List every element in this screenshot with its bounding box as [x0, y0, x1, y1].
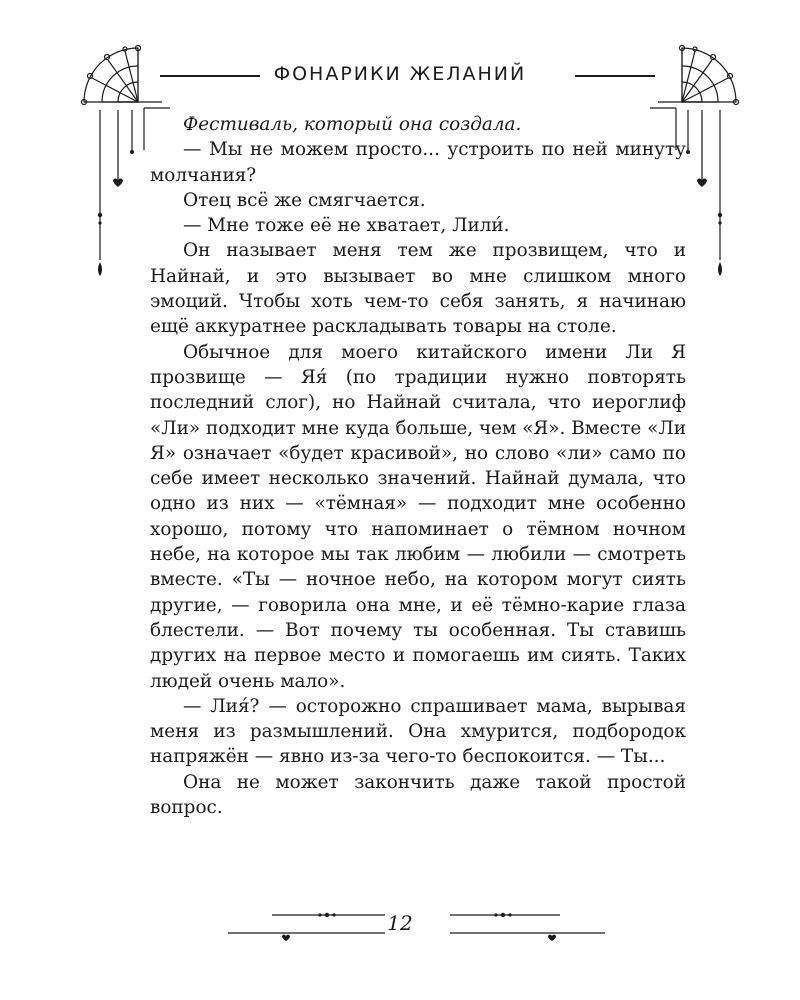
paragraph-3: Отец всё же смягчается.	[183, 189, 426, 211]
paragraph-8: Она не может закончить даже такой простой вопрос.	[150, 771, 686, 819]
paragraph-1: Фестиваль, который она создала.	[183, 114, 522, 135]
running-header-title: ФОНАРИКИ ЖЕЛАНИЙ	[273, 63, 527, 85]
page-body-text	[150, 112, 686, 820]
page-number: 12	[387, 911, 413, 935]
paragraph-7: — Лия́? — осторожно спрашивает мама, вырывая меня из размышлений. Она хмурится, подбородок напряжён — явно из-за чего-то беспокоится. — Ты...	[150, 695, 686, 768]
paragraph-2: — Мы не можем просто... устроить по ней минуту молчания?	[150, 139, 686, 186]
paragraph-4: — Мне тоже её не хватает, Лили́.	[183, 215, 510, 237]
paragraph-6: Обычное для моего китайского имени Ли Я прозвище — Яя́ (по традиции нужно повторять последний слог), но Найнай считала, что иероглиф «Ли» подходит мне куда больше, чем «Я». Вместе «Ли Я» означает «будет красивой», но слово «ли» само по себе имеет несколько значений. Найнай думала, что одно из них — «тёмная» — подходит мне особенно хорошо, потому что напоминает о тёмном ночном небе, на которое мы так любим — любили — смотреть вместе. «Ты — ночное небо, на котором могут сиять другие, — говорила она мне, и её тёмно-карие глаза блестели. — Вот почему ты особенная. Ты ставишь других на первое место и помогаешь им сиять. Таких людей очень мало».	[150, 341, 686, 692]
paragraph-5: Он называет меня тем же прозвищем, что и Найнай, и это вызывает во мне слишком много эмоций. Чтобы хоть чем-то себя занять, я начинаю ещё аккуратнее раскладывать товары на столе.	[150, 240, 686, 338]
